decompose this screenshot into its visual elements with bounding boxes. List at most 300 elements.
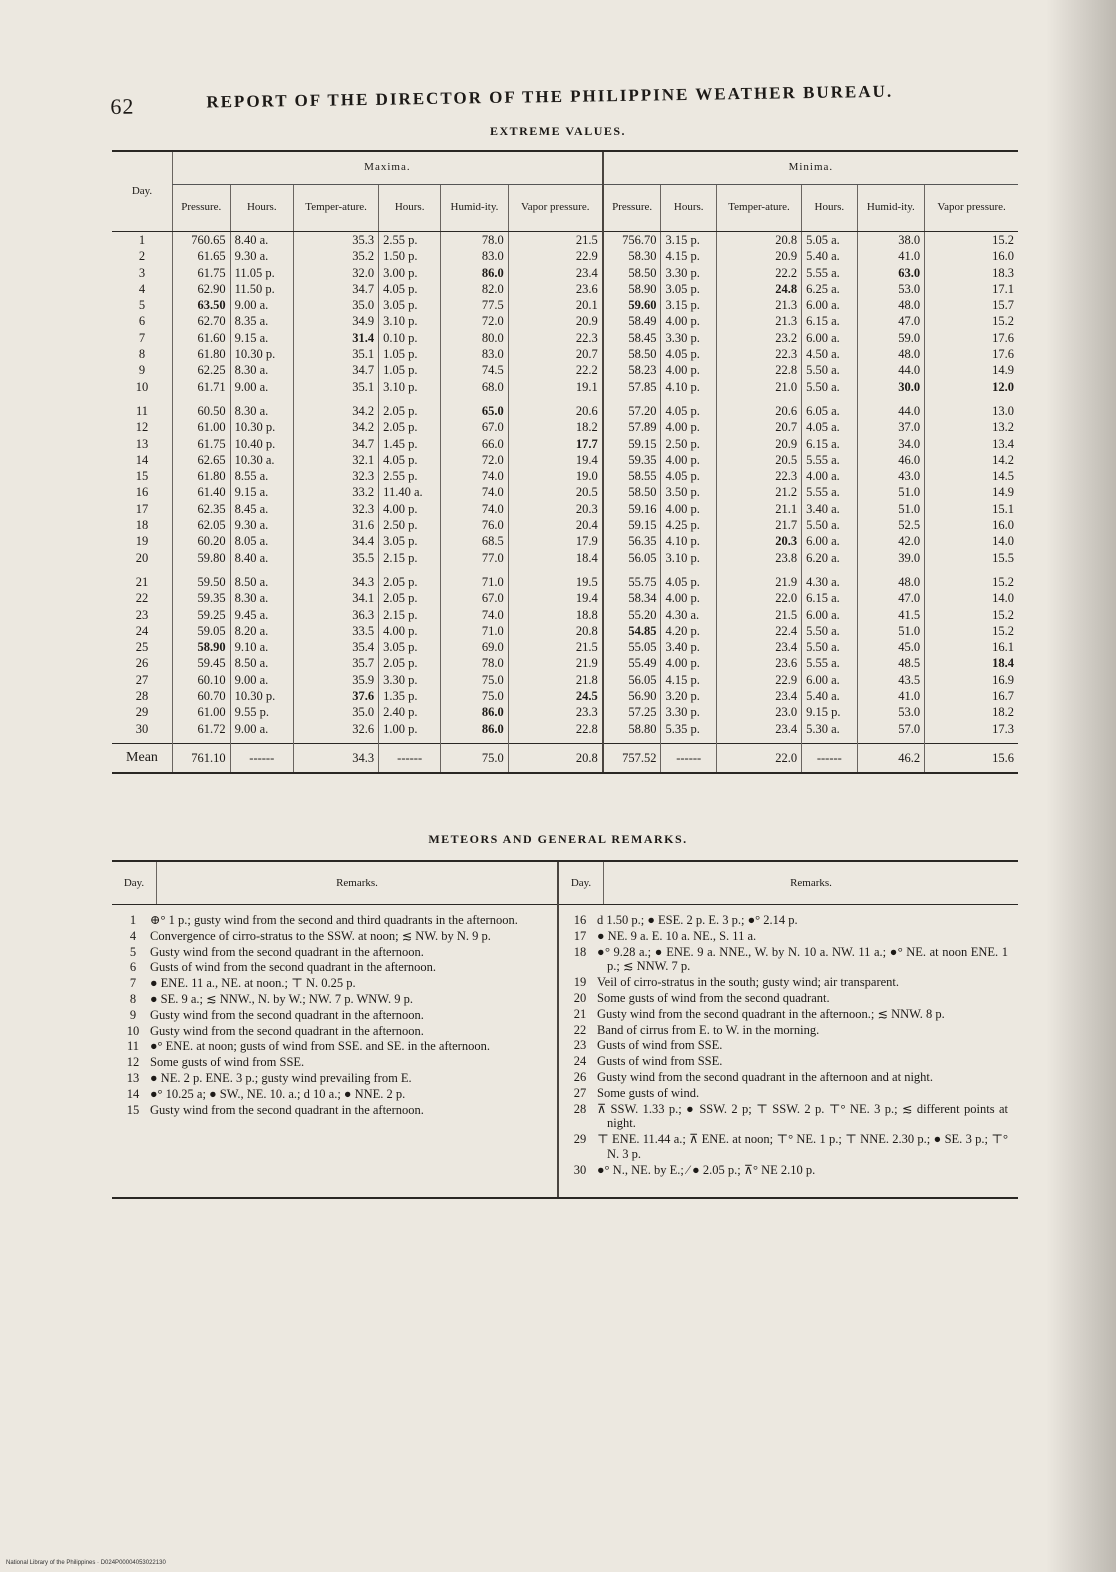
- value-cell: 23.3: [508, 704, 603, 720]
- value-cell: 20.9: [716, 436, 801, 452]
- value-cell: 5.50 a.: [802, 379, 857, 395]
- table-row: [112, 330, 1018, 346]
- value-cell: 9.00 a.: [230, 379, 293, 395]
- day-cell: 5: [138, 298, 146, 313]
- value-cell: 24.5: [508, 688, 603, 704]
- day-cell: 26: [135, 656, 149, 671]
- value-cell: 31.4: [294, 330, 379, 346]
- value-cell: 760.65: [173, 232, 231, 249]
- remark-text: Gusty wind from the second quadrant in the afternoon.: [150, 1102, 424, 1117]
- table-row: [112, 265, 1018, 281]
- value-cell: 9.55 p.: [230, 704, 293, 720]
- value-cell: 6.15 a.: [802, 590, 857, 606]
- remark-item: [118, 929, 551, 944]
- table-row: [112, 639, 1018, 655]
- col-6: Pressure.: [603, 185, 661, 232]
- value-cell: 21.5: [508, 639, 603, 655]
- value-cell: 5.50 a.: [802, 623, 857, 639]
- value-cell: 9.45 a.: [230, 607, 293, 623]
- value-cell: 9.00 a.: [230, 721, 293, 744]
- day-cell: 9: [138, 363, 146, 378]
- table-row: [112, 419, 1018, 435]
- value-cell: 53.0: [857, 281, 925, 297]
- table-row: [112, 590, 1018, 606]
- col-2: Temper-ature.: [294, 185, 379, 232]
- value-cell: 58.23: [603, 362, 661, 378]
- col-5: Vapor pressure.: [508, 185, 603, 232]
- value-cell: 20.3: [508, 501, 603, 517]
- value-cell: 61.40: [173, 484, 231, 500]
- value-cell: 20.1: [508, 297, 603, 313]
- value-cell: 59.15: [603, 517, 661, 533]
- value-cell: 23.2: [716, 330, 801, 346]
- remark-item: [118, 960, 551, 975]
- value-cell: 30.0: [857, 379, 925, 395]
- remark-day: 1: [129, 913, 137, 927]
- value-cell: 13.0: [925, 395, 1018, 419]
- mean-value: 761.10: [173, 743, 231, 773]
- extreme-values-title: EXTREME VALUES.: [489, 124, 627, 138]
- value-cell: 33.5: [294, 623, 379, 639]
- value-cell: 33.2: [294, 484, 379, 500]
- value-cell: 36.3: [294, 607, 379, 623]
- value-cell: 35.0: [294, 704, 379, 720]
- remark-text: ●° N., NE. by E.; ⁄ ● 2.05 p.; ⊼° NE 2.10 p.: [597, 1162, 816, 1177]
- value-cell: 9.30 a.: [230, 248, 293, 264]
- value-cell: 51.0: [857, 501, 925, 517]
- day-cell: 6: [138, 314, 146, 329]
- value-cell: 12.0: [925, 379, 1018, 395]
- col-10: Humid-ity.: [857, 185, 925, 232]
- value-cell: 62.25: [173, 362, 231, 378]
- remarks-right-cell: [558, 905, 1018, 1183]
- remarks-col-remarks-left: Remarks.: [157, 861, 559, 905]
- value-cell: 5.55 a.: [802, 655, 857, 671]
- table-row: [112, 501, 1018, 517]
- value-cell: 3.10 p.: [379, 379, 441, 395]
- remark-item: [565, 1086, 1012, 1101]
- value-cell: 47.0: [857, 313, 925, 329]
- value-cell: 5.35 p.: [661, 721, 716, 744]
- value-cell: 5.50 a.: [802, 639, 857, 655]
- remarks-left-list: [112, 905, 557, 1122]
- value-cell: 21.0: [716, 379, 801, 395]
- value-cell: 3.30 p.: [661, 704, 716, 720]
- value-cell: 74.0: [441, 501, 509, 517]
- table-row: [112, 672, 1018, 688]
- value-cell: 16.1: [925, 639, 1018, 655]
- value-cell: 35.0: [294, 297, 379, 313]
- value-cell: 21.5: [508, 232, 603, 249]
- col-1: Hours.: [230, 185, 293, 232]
- value-cell: 22.9: [716, 672, 801, 688]
- value-cell: 14.2: [925, 452, 1018, 468]
- day-cell: 22: [135, 591, 149, 606]
- value-cell: 4.00 p.: [661, 419, 716, 435]
- value-cell: 32.6: [294, 721, 379, 744]
- value-cell: 5.50 a.: [802, 362, 857, 378]
- remark-text: Gusts of wind from SSE.: [597, 1054, 723, 1069]
- value-cell: 1.50 p.: [379, 248, 441, 264]
- remark-day: 26: [573, 1069, 587, 1084]
- mean-value: ------: [230, 743, 293, 773]
- value-cell: 55.49: [603, 655, 661, 671]
- value-cell: 35.7: [294, 655, 379, 671]
- value-cell: 62.35: [173, 501, 231, 517]
- value-cell: 57.85: [603, 379, 661, 395]
- value-cell: 10.30 a.: [230, 452, 293, 468]
- value-cell: 15.1: [925, 501, 1018, 517]
- value-cell: 4.05 p.: [661, 395, 716, 419]
- day-cell: 20: [135, 550, 149, 565]
- value-cell: 15.5: [925, 550, 1018, 566]
- value-cell: 10.40 p.: [230, 436, 293, 452]
- value-cell: 22.2: [508, 362, 603, 378]
- value-cell: 58.49: [603, 313, 661, 329]
- value-cell: 3.40 a.: [802, 501, 857, 517]
- value-cell: 21.9: [716, 566, 801, 590]
- mean-value: ------: [379, 743, 441, 773]
- day-cell: 18: [135, 518, 149, 533]
- remark-text: ● NE. 2 p. ENE. 3 p.; gusty wind prevailing from E.: [150, 1070, 412, 1085]
- remark-item: [565, 1132, 1012, 1162]
- value-cell: 20.4: [508, 517, 603, 533]
- value-cell: 17.1: [925, 281, 1018, 297]
- table-row: [112, 297, 1018, 313]
- remark-day: 24: [573, 1054, 587, 1069]
- value-cell: 22.8: [508, 721, 603, 744]
- value-cell: 59.0: [857, 330, 925, 346]
- value-cell: 59.16: [603, 501, 661, 517]
- value-cell: 2.05 p.: [379, 419, 441, 435]
- value-cell: 74.5: [441, 362, 509, 378]
- remark-day: 18: [573, 944, 587, 959]
- value-cell: 56.05: [603, 550, 661, 566]
- remark-day: 28: [573, 1101, 587, 1116]
- value-cell: 23.4: [508, 265, 603, 281]
- value-cell: 86.0: [441, 704, 509, 720]
- value-cell: 62.90: [173, 281, 231, 297]
- value-cell: 56.05: [603, 672, 661, 688]
- value-cell: 58.50: [603, 346, 661, 362]
- value-cell: 60.20: [173, 533, 231, 549]
- value-cell: 22.2: [716, 265, 801, 281]
- value-cell: 3.30 p.: [661, 265, 716, 281]
- value-cell: 61.00: [173, 419, 231, 435]
- value-cell: 63.50: [173, 297, 231, 313]
- remark-text: Some gusts of wind from SSE.: [150, 1055, 305, 1070]
- value-cell: 60.50: [173, 395, 231, 419]
- value-cell: 59.35: [603, 452, 661, 468]
- table-row: [112, 533, 1018, 549]
- value-cell: 3.30 p.: [661, 330, 716, 346]
- value-cell: 23.8: [716, 550, 801, 566]
- value-cell: 61.71: [173, 379, 231, 395]
- value-cell: 8.50 a.: [230, 566, 293, 590]
- day-cell: 15: [135, 469, 149, 484]
- value-cell: 41.0: [857, 688, 925, 704]
- remark-day: 4: [129, 928, 137, 943]
- table-row: [112, 248, 1018, 264]
- remark-day: 12: [126, 1055, 140, 1070]
- value-cell: 4.25 p.: [661, 517, 716, 533]
- value-cell: 61.60: [173, 330, 231, 346]
- day-cell: 19: [135, 534, 149, 549]
- value-cell: 71.0: [441, 623, 509, 639]
- value-cell: 69.0: [441, 639, 509, 655]
- remark-text: ⊕° 1 p.; gusty wind from the second and third quadrants in the afternoon.: [150, 913, 518, 927]
- remark-item: [118, 992, 551, 1007]
- value-cell: 35.5: [294, 550, 379, 566]
- value-cell: 23.4: [716, 639, 801, 655]
- value-cell: 2.40 p.: [379, 704, 441, 720]
- table-row: [112, 566, 1018, 590]
- table-row: [112, 468, 1018, 484]
- value-cell: 34.4: [294, 533, 379, 549]
- value-cell: 3.20 p.: [661, 688, 716, 704]
- value-cell: 72.0: [441, 452, 509, 468]
- value-cell: 59.05: [173, 623, 231, 639]
- value-cell: 22.3: [716, 468, 801, 484]
- value-cell: 8.40 a.: [230, 550, 293, 566]
- remark-item: [118, 913, 551, 928]
- value-cell: 67.0: [441, 419, 509, 435]
- value-cell: 5.55 a.: [802, 265, 857, 281]
- value-cell: 9.15 a.: [230, 330, 293, 346]
- value-cell: 60.10: [173, 672, 231, 688]
- value-cell: 17.7: [508, 436, 603, 452]
- value-cell: 21.5: [716, 607, 801, 623]
- value-cell: 43.5: [857, 672, 925, 688]
- value-cell: 4.00 p.: [661, 501, 716, 517]
- value-cell: 3.05 p.: [379, 297, 441, 313]
- value-cell: 34.1: [294, 590, 379, 606]
- value-cell: 19.5: [508, 566, 603, 590]
- table-row: [112, 655, 1018, 671]
- value-cell: 34.2: [294, 419, 379, 435]
- value-cell: 58.50: [603, 265, 661, 281]
- remark-text: ●° 10.25 a; ● SW., NE. 10. a.; d 10 a.; ● NNE. 2 p.: [150, 1086, 406, 1101]
- value-cell: 31.6: [294, 517, 379, 533]
- value-cell: 83.0: [441, 248, 509, 264]
- value-cell: 4.10 p.: [661, 379, 716, 395]
- value-cell: 44.0: [857, 395, 925, 419]
- value-cell: 35.1: [294, 346, 379, 362]
- day-cell: 10: [135, 379, 149, 394]
- value-cell: 55.05: [603, 639, 661, 655]
- table-row: [112, 313, 1018, 329]
- value-cell: 13.2: [925, 419, 1018, 435]
- value-cell: 9.00 a.: [230, 297, 293, 313]
- remark-item: [565, 1023, 1012, 1038]
- value-cell: 34.7: [294, 436, 379, 452]
- table-row: [112, 452, 1018, 468]
- value-cell: 6.20 a.: [802, 550, 857, 566]
- value-cell: 2.05 p.: [379, 566, 441, 590]
- value-cell: 41.5: [857, 607, 925, 623]
- value-cell: 14.0: [925, 533, 1018, 549]
- remark-text: Gusty wind from the second quadrant in the afternoon.; ≲ NNW. 8 p.: [597, 1006, 945, 1021]
- remark-day: 7: [129, 976, 137, 991]
- value-cell: 24.8: [716, 281, 801, 297]
- value-cell: 61.80: [173, 468, 231, 484]
- value-cell: 62.70: [173, 313, 231, 329]
- table-row: [112, 607, 1018, 623]
- value-cell: 18.2: [508, 419, 603, 435]
- remark-text: d 1.50 p.; ● ESE. 2 p. E. 3 p.; ●° 2.14 p.: [597, 913, 798, 927]
- value-cell: 4.00 p.: [661, 362, 716, 378]
- remark-item: [118, 976, 551, 991]
- value-cell: 11.40 a.: [379, 484, 441, 500]
- day-cell: 27: [135, 672, 149, 687]
- running-title: REPORT OF THE DIRECTOR OF THE PHILIPPINE WEATHER BUREAU.: [206, 81, 894, 112]
- value-cell: 11.50 p.: [230, 281, 293, 297]
- value-cell: 18.8: [508, 607, 603, 623]
- value-cell: 2.55 p.: [379, 468, 441, 484]
- value-cell: 48.0: [857, 297, 925, 313]
- value-cell: 4.05 p.: [661, 468, 716, 484]
- group-maxima: Maxima.: [173, 151, 603, 185]
- value-cell: 8.45 a.: [230, 501, 293, 517]
- value-cell: 86.0: [441, 265, 509, 281]
- value-cell: 52.5: [857, 517, 925, 533]
- col-8: Temper-ature.: [716, 185, 801, 232]
- value-cell: 21.3: [716, 313, 801, 329]
- value-cell: 2.15 p.: [379, 607, 441, 623]
- day-cell: 24: [135, 623, 149, 638]
- value-cell: 20.9: [716, 248, 801, 264]
- value-cell: 6.00 a.: [802, 607, 857, 623]
- value-cell: 22.8: [716, 362, 801, 378]
- value-cell: 20.5: [508, 484, 603, 500]
- value-cell: 57.0: [857, 721, 925, 744]
- value-cell: 21.2: [716, 484, 801, 500]
- table-row: [112, 704, 1018, 720]
- value-cell: 56.35: [603, 533, 661, 549]
- value-cell: 20.3: [716, 533, 801, 549]
- table-row: [112, 484, 1018, 500]
- value-cell: 8.55 a.: [230, 468, 293, 484]
- mean-value: 757.52: [603, 743, 661, 773]
- remark-day: 15: [126, 1102, 140, 1117]
- mean-label: Mean: [112, 743, 173, 773]
- value-cell: 11.05 p.: [230, 265, 293, 281]
- value-cell: 86.0: [441, 721, 509, 744]
- value-cell: 60.70: [173, 688, 231, 704]
- remark-item: [565, 1007, 1012, 1022]
- value-cell: 22.0: [716, 590, 801, 606]
- value-cell: 21.1: [716, 501, 801, 517]
- remarks-left-cell: [112, 905, 558, 1183]
- value-cell: 32.0: [294, 265, 379, 281]
- value-cell: 17.3: [925, 721, 1018, 744]
- footer-credit: National Library of the Philippines · D024P00004053022130: [6, 1560, 166, 1566]
- value-cell: 16.0: [925, 517, 1018, 533]
- value-cell: 0.10 p.: [379, 330, 441, 346]
- value-cell: 15.2: [925, 313, 1018, 329]
- value-cell: 83.0: [441, 346, 509, 362]
- value-cell: 66.0: [441, 436, 509, 452]
- value-cell: 3.15 p.: [661, 232, 716, 249]
- value-cell: 58.80: [603, 721, 661, 744]
- value-cell: 4.15 p.: [661, 672, 716, 688]
- remark-text: ●° 9.28 a.; ● ENE. 9 a. NNE., W. by N. 10 a. NW. 11 a.; ●° NE. at noon ENE. 1 p.; ≲ NNW. 7 p.: [597, 944, 1008, 974]
- value-cell: 1.35 p.: [379, 688, 441, 704]
- value-cell: 67.0: [441, 590, 509, 606]
- remark-text: ● SE. 9 a.; ≲ NNW., N. by W.; NW. 7 p. WNW. 9 p.: [150, 991, 413, 1006]
- mean-value: ------: [661, 743, 716, 773]
- table-row: [112, 379, 1018, 395]
- value-cell: 53.0: [857, 704, 925, 720]
- value-cell: 32.1: [294, 452, 379, 468]
- value-cell: 23.4: [716, 688, 801, 704]
- value-cell: 6.25 a.: [802, 281, 857, 297]
- value-cell: 4.50 a.: [802, 346, 857, 362]
- value-cell: 9.15 a.: [230, 484, 293, 500]
- table-row: [112, 232, 1018, 249]
- value-cell: 1.45 p.: [379, 436, 441, 452]
- value-cell: 2.50 p.: [661, 436, 716, 452]
- meteors-title: METEORS AND GENERAL REMARKS.: [428, 832, 688, 846]
- day-cell: 2: [138, 249, 146, 264]
- value-cell: 8.30 a.: [230, 395, 293, 419]
- value-cell: 20.6: [716, 395, 801, 419]
- remark-day: 17: [573, 928, 587, 943]
- value-cell: 4.00 p.: [379, 501, 441, 517]
- value-cell: 4.30 a.: [661, 607, 716, 623]
- value-cell: 77.0: [441, 550, 509, 566]
- value-cell: 15.2: [925, 232, 1018, 249]
- value-cell: 18.4: [925, 655, 1018, 671]
- mean-value: 15.6: [925, 743, 1018, 773]
- value-cell: 34.7: [294, 281, 379, 297]
- value-cell: 6.15 a.: [802, 313, 857, 329]
- value-cell: 46.0: [857, 452, 925, 468]
- table-row: [112, 436, 1018, 452]
- remark-day: 16: [573, 913, 587, 927]
- value-cell: 61.00: [173, 704, 231, 720]
- day-cell: 23: [135, 607, 149, 622]
- value-cell: 51.0: [857, 623, 925, 639]
- value-cell: 59.35: [173, 590, 231, 606]
- value-cell: 58.34: [603, 590, 661, 606]
- col-7: Hours.: [661, 185, 716, 232]
- remark-item: [118, 1024, 551, 1039]
- value-cell: 21.8: [508, 672, 603, 688]
- value-cell: 15.2: [925, 566, 1018, 590]
- value-cell: 23.0: [716, 704, 801, 720]
- value-cell: 5.55 a.: [802, 484, 857, 500]
- value-cell: 2.55 p.: [379, 232, 441, 249]
- value-cell: 61.75: [173, 265, 231, 281]
- value-cell: 35.3: [294, 232, 379, 249]
- value-cell: 3.10 p.: [661, 550, 716, 566]
- value-cell: 22.9: [508, 248, 603, 264]
- value-cell: 10.30 p.: [230, 346, 293, 362]
- value-cell: 9.15 p.: [802, 704, 857, 720]
- group-minima: Minima.: [603, 151, 1018, 185]
- page-number: 62: [110, 93, 135, 119]
- value-cell: 21.9: [508, 655, 603, 671]
- remark-text: Convergence of cirro-stratus to the SSW. at noon; ≲ NW. by N. 9 p.: [150, 928, 491, 943]
- day-cell: 11: [135, 403, 149, 418]
- mean-value: 34.3: [294, 743, 379, 773]
- value-cell: 74.0: [441, 607, 509, 623]
- day-cell: 14: [135, 452, 149, 467]
- value-cell: 3.50 p.: [661, 484, 716, 500]
- remark-item: [118, 1039, 551, 1054]
- value-cell: 34.2: [294, 395, 379, 419]
